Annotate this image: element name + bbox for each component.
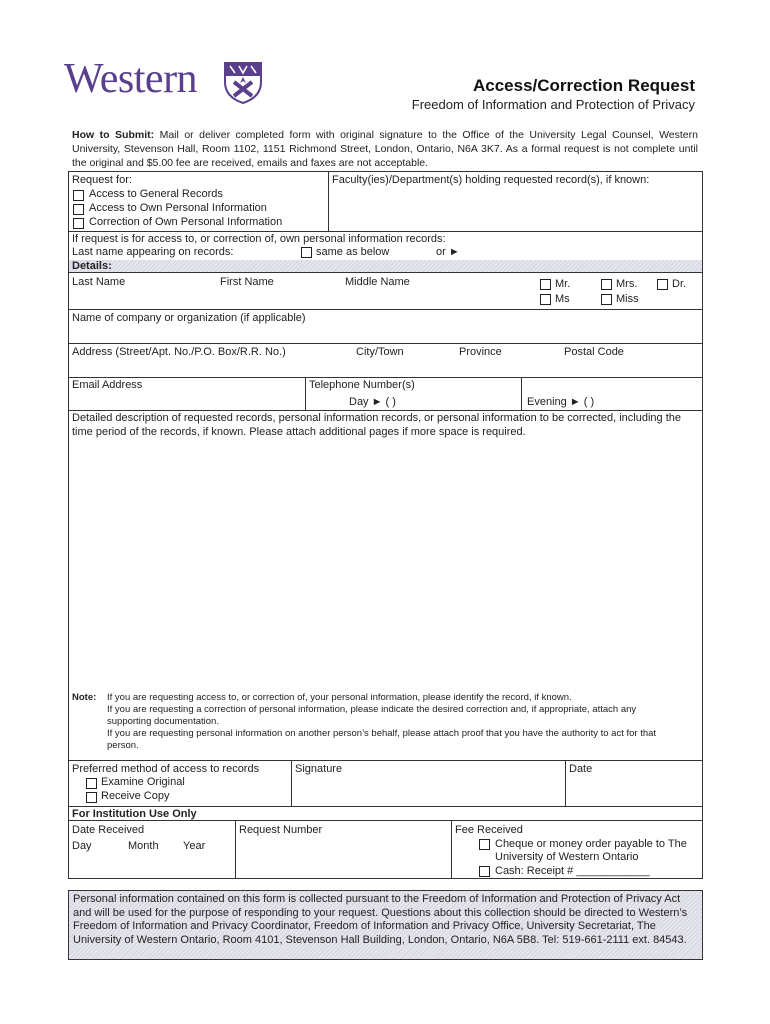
- last-name-on-records-label: Last name appearing on records:: [72, 246, 234, 258]
- request-for-label: Request for:: [72, 174, 132, 186]
- email-label: Email Address: [72, 379, 143, 391]
- note-line-4: If you are requesting personal information on another person’s behalf, please attach proof that you have the authority to act for that: [107, 728, 657, 739]
- title-mrs-checkbox[interactable]: [601, 279, 612, 290]
- title-mrs-label: Mrs.: [616, 278, 638, 290]
- how-to-submit-text: Mail or deliver completed form with original signature to the Office of the University Legal Counsel, Western University, Stevenson Hall, Room 1102, 1151 Richmond Street, London, Ontario, N6A 3K7. As a formal request is not complete until the original and $5.00 fee are received, emails and faxes are not acceptable.: [72, 129, 698, 169]
- same-as-below-checkbox[interactable]: [301, 247, 312, 258]
- western-logo-text: Western: [64, 56, 198, 102]
- university-crest-icon: [222, 60, 264, 104]
- access-own-info-label: Access to Own Personal Information: [89, 202, 267, 214]
- details-heading: Details:: [72, 260, 112, 272]
- postal-code-label: Postal Code: [564, 346, 624, 358]
- middle-name-label: Middle Name: [345, 276, 410, 288]
- city-label: City/Town: [356, 346, 404, 358]
- telephone-label: Telephone Number(s): [309, 379, 415, 391]
- same-as-below-label: same as below: [316, 246, 390, 258]
- cash-receipt-label: Cash: Receipt # ____________: [495, 865, 650, 877]
- year-label: Year: [183, 840, 206, 852]
- note-line-5: person.: [107, 740, 139, 751]
- fee-received-label: Fee Received: [455, 824, 523, 836]
- form-subtitle: Freedom of Information and Protection of Privacy: [411, 97, 695, 112]
- title-mr-label: Mr.: [555, 278, 571, 290]
- examine-original-checkbox[interactable]: [86, 778, 97, 789]
- note-line-2: If you are requesting a correction of personal information, please indicate the desired correction and, if appropriate, attach any: [107, 704, 637, 715]
- details-heading-bar: [69, 260, 702, 272]
- note-label: Note:: [72, 692, 97, 703]
- title-dr-label: Dr.: [672, 278, 687, 290]
- title-ms-label: Ms: [555, 293, 570, 305]
- note-line-3: supporting documentation.: [107, 716, 219, 727]
- cheque-label: Cheque or money order payable to The: [495, 838, 687, 850]
- day-label: Day: [72, 840, 92, 852]
- signature-label: Signature: [295, 763, 343, 775]
- request-number-label: Request Number: [239, 824, 323, 836]
- title-dr-checkbox[interactable]: [657, 279, 668, 290]
- access-general-records-checkbox[interactable]: [73, 190, 84, 201]
- receive-copy-label: Receive Copy: [101, 790, 170, 802]
- date-received-label: Date Received: [72, 824, 145, 836]
- receive-copy-checkbox[interactable]: [86, 792, 97, 803]
- privacy-notice-box: [68, 890, 703, 960]
- address-label: Address (Street/Apt. No./P.O. Box/R.R. No.): [72, 346, 286, 358]
- cash-checkbox[interactable]: [479, 866, 490, 877]
- day-phone-label: Day ► ( ): [349, 396, 396, 408]
- how-to-submit: [72, 128, 698, 170]
- faculty-label: Faculty(ies)/Department(s) holding requested record(s), if known:: [332, 174, 650, 186]
- access-method-label: Preferred method of access to records: [72, 763, 260, 775]
- institution-use-heading: For Institution Use Only: [72, 808, 197, 820]
- request-form: [68, 171, 703, 821]
- form-title: Access/Correction Request: [472, 76, 695, 95]
- description-label: Detailed description of requested records, personal information records, or personal information to be corrected, including the time period of the records, if known. Please attach additional pages if more space is required.: [72, 412, 681, 438]
- title-miss-checkbox[interactable]: [601, 294, 612, 305]
- note-line-1: If you are requesting access to, or correction of, your personal information, please identify the record, if known.: [107, 692, 572, 703]
- company-label: Name of company or organization (if applicable): [72, 312, 306, 324]
- province-label: Province: [459, 346, 502, 358]
- personal-info-line: If request is for access to, or correction of, own personal information records:: [72, 233, 446, 245]
- first-name-label: First Name: [220, 276, 274, 288]
- date-label: Date: [569, 763, 593, 775]
- access-general-records-label: Access to General Records: [89, 188, 223, 200]
- access-own-info-checkbox[interactable]: [73, 204, 84, 215]
- examine-original-label: Examine Original: [101, 776, 185, 788]
- title-miss-label: Miss: [616, 293, 639, 305]
- cheque-payee-label: University of Western Ontario: [495, 851, 639, 863]
- how-to-submit-label: How to Submit:: [72, 129, 155, 141]
- institution-use-box: [68, 821, 703, 879]
- month-label: Month: [128, 840, 159, 852]
- correction-own-info-checkbox[interactable]: [73, 218, 84, 229]
- correction-own-info-label: Correction of Own Personal Information: [89, 216, 283, 228]
- last-name-label: Last Name: [72, 276, 126, 288]
- title-ms-checkbox[interactable]: [540, 294, 551, 305]
- evening-phone-label: Evening ► ( ): [527, 396, 595, 408]
- or-arrow-label: or ►: [436, 246, 460, 258]
- cheque-checkbox[interactable]: [479, 839, 490, 850]
- title-mr-checkbox[interactable]: [540, 279, 551, 290]
- privacy-notice-text: Personal information contained on this form is collected pursuant to the Freedom of Information and Protection of Privacy Act and will be used for the purpose of responding to your request. Questions about this collection should be directed to Western’s Freedom of Information and Privacy Coordinator, Freedom of Information and Privacy Office, University Secretariat, The University of Western Ontario, Room 4101, Stevenson Hall Building, London, Ontario, N6A 5B8. Tel: 519-661-2111 ext. 84543.: [73, 893, 688, 946]
